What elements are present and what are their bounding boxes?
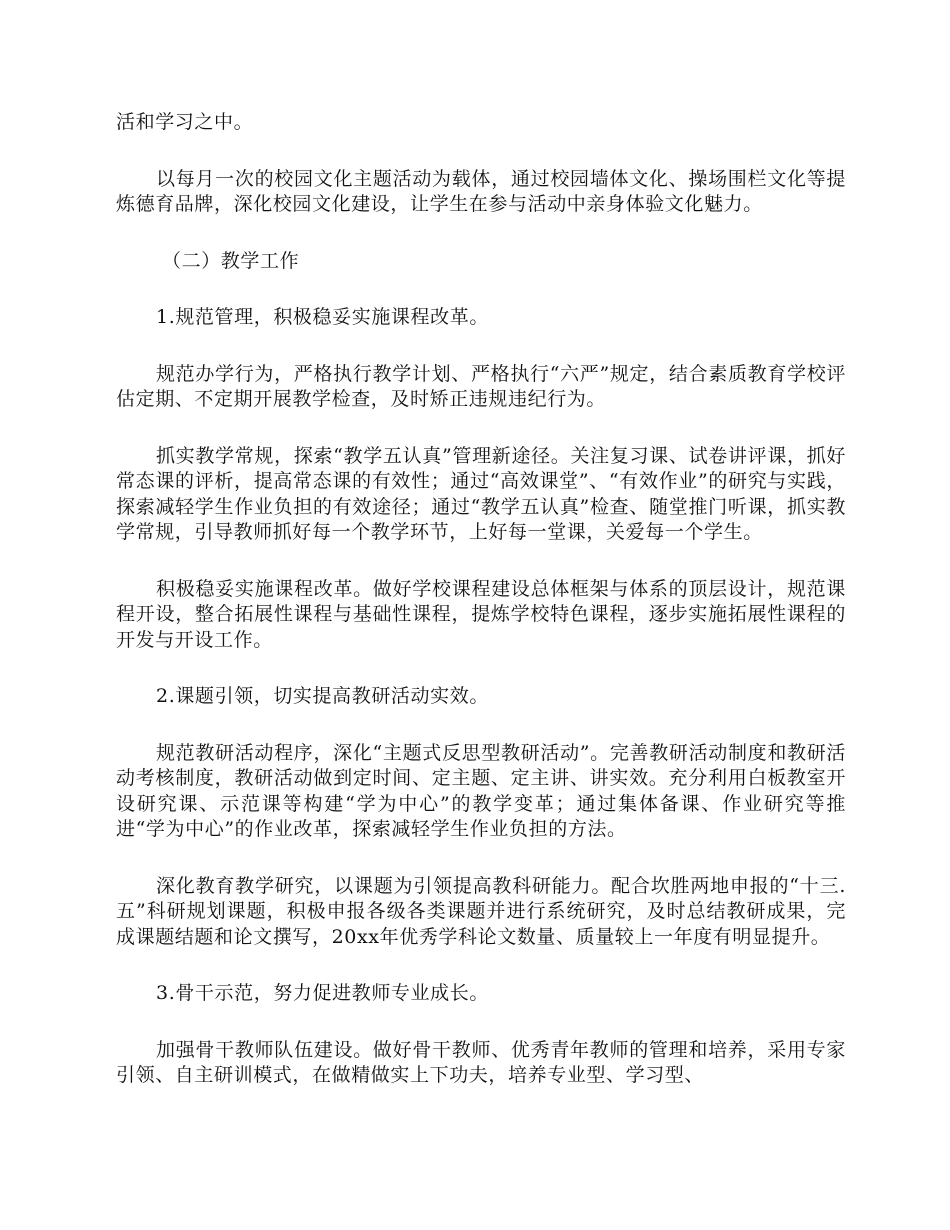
section-heading-teaching: （二）教学工作 [162,249,300,272]
paragraph-school-conduct: 规范办学行为，严格执行教学计划、严格执行“六严”规定，结合素质教育学校评估定期、不定期开展教学检查，及时矫正违规违纪行为。 [116,362,846,410]
document-body [116,110,846,1120]
subheading-research-topics: 2.课题引领，切实提高教研活动实效。 [156,685,489,707]
paragraph-research-deepening: 深化教育教学研究，以课题为引领提高教科研能力。配合坎胜两地申报的“十三.五”科研规划课题，积极申报各级各类课题并进行系统研究，及时总结教研成果，完成课题结题和论文撰写，20xx年优秀学科论文数量、质量较上一年度有明显提升。 [116,874,846,948]
subheading-standard-management: 1.规范管理，积极稳妥实施课程改革。 [156,306,489,328]
paragraph-teaching-routine: 抓实教学常规，探索“教学五认真”管理新途径。关注复习课、试卷讲评课，抓好常态课的评析，提高常态课的有效性；通过“高效课堂”、“有效作业”的研究与实践，探索减轻学生作业负担的有效途径；通过“教学五认真”检查、随堂推门听课，抓实教学常规，引导教师抓好每一个教学环节，上好每一堂课，关爱每一个学生。 [116,444,846,543]
paragraph-campus-culture: 以每月一次的校园文化主题活动为载体，通过校园墙体文化、操场围栏文化等提炼德育品牌，深化校园文化建设，让学生在参与活动中亲身体验文化魅力。 [116,167,846,215]
paragraph-continuation: 活和学习之中。 [116,111,254,133]
paragraph-research-activities: 规范教研活动程序，深化“主题式反思型教研活动”。完善教研活动制度和教研活动考核制度，教研活动做到定时间、定主题、定主讲、讲实效。充分利用白板教室开设研究课、示范课等构建“学为中心”的教学变革；通过集体备课、作业研究等推进“学为中心”的作业改革，探索减轻学生作业负担的方法。 [116,741,846,840]
paragraph-curriculum-reform: 积极稳妥实施课程改革。做好学校课程建设总体框架与体系的顶层设计，规范课程开设，整合拓展性课程与基础性课程，提炼学校特色课程，逐步实施拓展性课程的开发与开设工作。 [116,577,846,651]
subheading-backbone-teachers: 3.骨干示范，努力促进教师专业成长。 [156,982,489,1004]
paragraph-backbone-team: 加强骨干教师队伍建设。做好骨干教师、优秀青年教师的管理和培养，采用专家引领、自主研训模式，在做精做实上下功夫，培养专业型、学习型、 [116,1038,846,1086]
